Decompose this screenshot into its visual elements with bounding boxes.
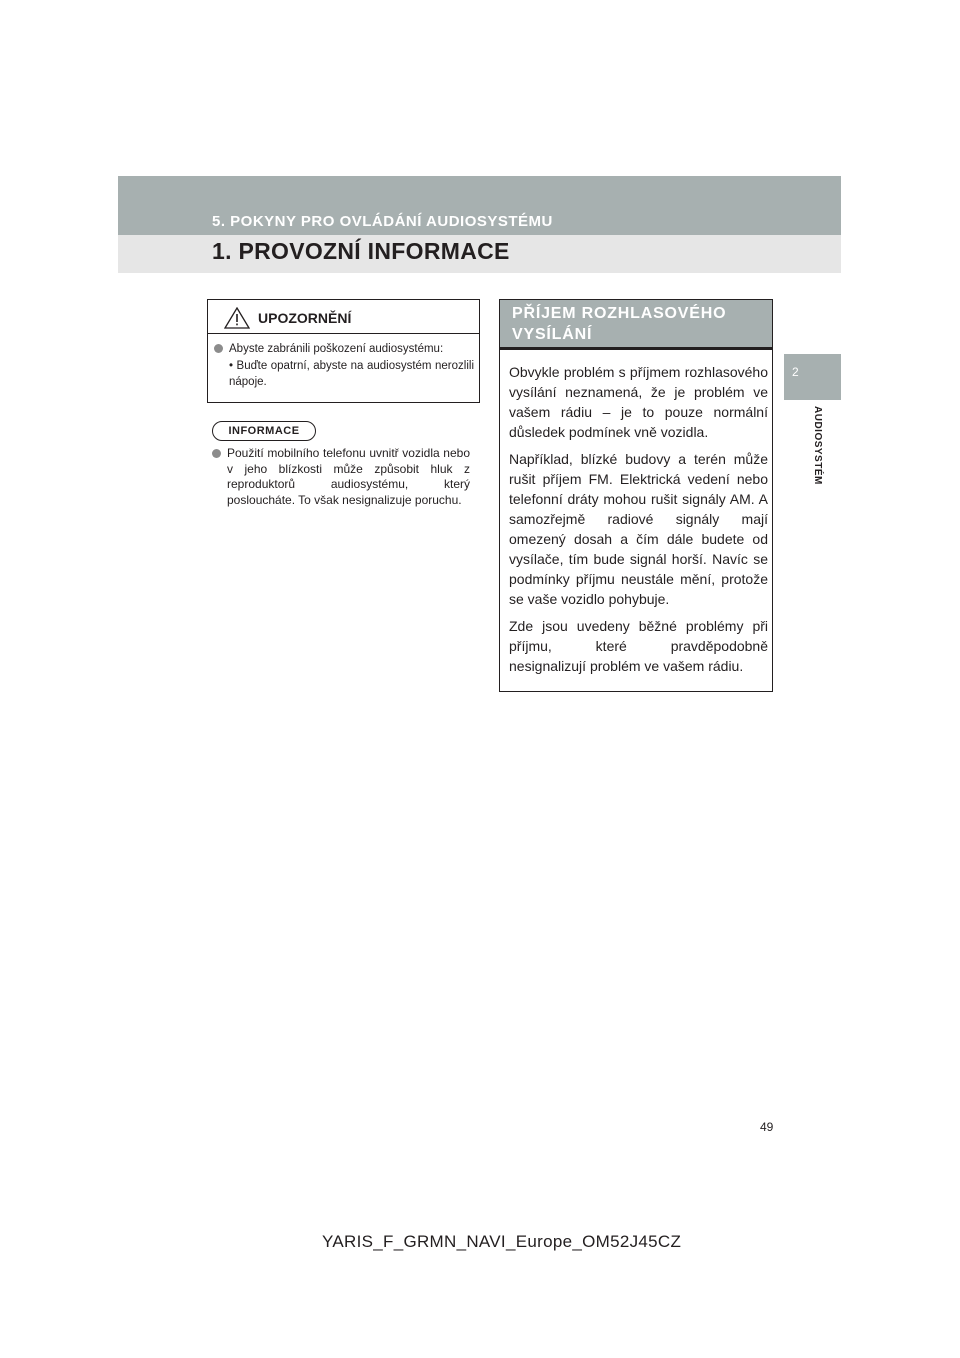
document-code: YARIS_F_GRMN_NAVI_Europe_OM52J45CZ (322, 1232, 682, 1251)
page-title: 1. PROVOZNÍ INFORMACE (212, 238, 510, 264)
chapter-tab-label (784, 400, 841, 520)
information-label: INFORMACE (212, 421, 316, 441)
section-label: 5. POKYNY PRO OVLÁDÁNÍ AUDIOSYSTÉMU (212, 213, 553, 230)
reception-body (509, 362, 768, 683)
caution-divider (207, 333, 480, 334)
bullet-dot-icon (212, 449, 221, 458)
chapter-tab-number (784, 354, 841, 400)
warning-triangle-icon (224, 307, 250, 329)
reception-paragraph: Obvykle problém s příjmem rozhlasového vysílání neznamená, že je problém ve vašem rádiu – je to pouze normální důsledek podmínek vně vozidla. (509, 364, 768, 440)
caution-sub-bullet (229, 358, 474, 390)
page-number: 49 (760, 1120, 774, 1134)
information-bullet (212, 446, 470, 508)
reception-divider (499, 347, 773, 350)
information-bullet-text: Použití mobilního telefonu uvnitř vozidla nebo v jeho blízkosti může způsobit hluk z reproduktorů audiosystému, který posloucháte. To však nesignalizuje poruchu. (227, 446, 470, 507)
reception-paragraph: Například, blízké budovy a terén může rušit příjem FM. Elektrická vedení nebo telefonní dráty mohou rušit signály AM. A samozřejmě radiové signály mají omezený dosah a čím dále budete od vysílače, tím bude signál horší. Navíc se podmínky příjmu neustále mění, protože se vaše vozidlo pohybuje. (509, 451, 768, 607)
chapter-number: 2 (792, 365, 799, 379)
caution-heading-text: UPOZORNĚNÍ (258, 310, 352, 326)
caution-bullet (214, 341, 474, 357)
caution-sub-bullet-text: • Buďte opatrní, abyste na audiosystém nerozlili nápoje. (229, 360, 474, 388)
caution-bullet-text: Abyste zabránili poškození audiosystému: (229, 343, 444, 355)
caution-heading (224, 307, 351, 329)
reception-heading: PŘÍJEM ROZHLASOVÉHO VYSÍLÁNÍ (512, 305, 727, 343)
reception-paragraph: Zde jsou uvedeny běžné problémy při příjmu, které pravděpodobně nesignalizují problém ve vašem rádiu. (509, 618, 768, 674)
chapter-label: AUDIOSYSTÉM (812, 406, 823, 485)
bullet-dot-icon (214, 344, 223, 353)
